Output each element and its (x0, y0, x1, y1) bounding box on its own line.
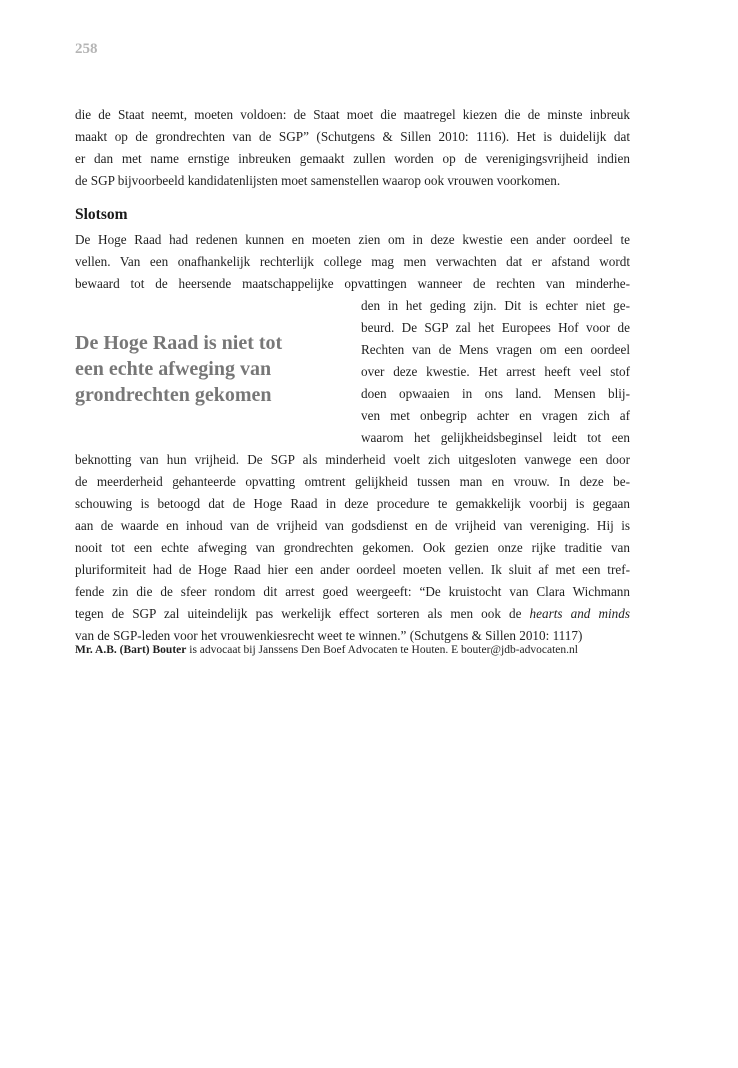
page-number: 258 (75, 41, 98, 57)
body-line: nooit tot een echte afweging van grondrechten gekomen. Ook gezien onze rijke traditie van (75, 540, 630, 555)
body-line-italic (75, 603, 630, 625)
body-line: schouwing is betoogd dat de Hoge Raad in deze procedure te gemakkelijk voorbij is gegaan (75, 496, 630, 511)
body-line: de meerderheid gehanteerde opvatting omtrent gelijkheid tussen man en vrouw. In deze be- (75, 474, 630, 489)
italic-phrase: hearts and minds (529, 606, 630, 621)
body-line: fende zin die de sfeer rondom dit arrest goed weergeeft: “De kruistocht van Clara Wichmann (75, 584, 630, 599)
pull-quote-line: De Hoge Raad is niet tot (75, 332, 283, 354)
intro-line: die de Staat neemt, moeten voldoen: de Staat moet die maatregel kiezen die de minste inbreuk (75, 107, 630, 122)
intro-line: er dan met name ernstige inbreuken gemaakt zullen worden op de verenigingsvrijheid indien (75, 151, 630, 166)
body-line: bewaard tot de heersende maatschappelijke opvattingen wanneer de rechten van minderhe- (75, 276, 630, 291)
author-name: Mr. A.B. (Bart) Bouter (75, 644, 187, 656)
author-description: is advocaat bij Janssens Den Boef Advocaten te Houten. E bouter@jdb-advocaten.nl (186, 644, 578, 656)
body-line: beknotting van hun vrijheid. De SGP als minderheid voelt zich uitgesloten vanwege een door (75, 452, 630, 467)
body-line-narrow: doen opwaaien in ons land. Mensen blij- (361, 386, 630, 401)
pull-quote-line: grondrechten gekomen (75, 384, 272, 406)
pull-quote-line: een echte afweging van (75, 358, 272, 380)
body-line-narrow: den in het geding zijn. Dit is echter niet ge- (361, 298, 630, 313)
pull-quote (75, 330, 335, 408)
body-line: aan de waarde en inhoud van de vrijheid van godsdienst en de vrijheid van vereniging. Hij is (75, 518, 630, 533)
body-line-final: van de SGP-leden voor het vrouwenkiesrecht weet te winnen.” (Schutgens & Sillen 2010: 1117) (75, 628, 583, 643)
section-heading: Slotsom (75, 206, 128, 223)
body-line-text: tegen de SGP zal uiteindelijk pas werkelijk effect sorteren als men ook de (75, 606, 530, 621)
author-bio (75, 642, 675, 658)
body-line: vellen. Van een onafhankelijk rechterlijk college mag men verwachten dat er afstand wordt (75, 254, 630, 269)
body-line-narrow: over deze kwestie. Het arrest heeft veel stof (361, 364, 630, 379)
body-line-narrow: beurd. De SGP zal het Europees Hof voor de (361, 320, 630, 335)
body-line: pluriformiteit had de Hoge Raad hier een ander oordeel moeten vellen. Ik sluit af met een tref- (75, 562, 630, 577)
body-line-narrow: ven met onbegrip achter en vragen zich af (361, 408, 630, 423)
body-line-narrow: Rechten van de Mens vragen om een oordeel (361, 342, 630, 357)
intro-line: de SGP bijvoorbeeld kandidatenlijsten moet samenstellen waarop ook vrouwen voorkomen. (75, 173, 561, 188)
intro-line: maakt op de grondrechten van de SGP” (Schutgens & Sillen 2010: 1116). Het is duidelijk dat (75, 129, 630, 144)
body-line-narrow: waarom het gelijkheidsbeginsel leidt tot een (361, 430, 630, 445)
body-line: De Hoge Raad had redenen kunnen en moeten zien om in deze kwestie een ander oordeel te (75, 232, 630, 247)
